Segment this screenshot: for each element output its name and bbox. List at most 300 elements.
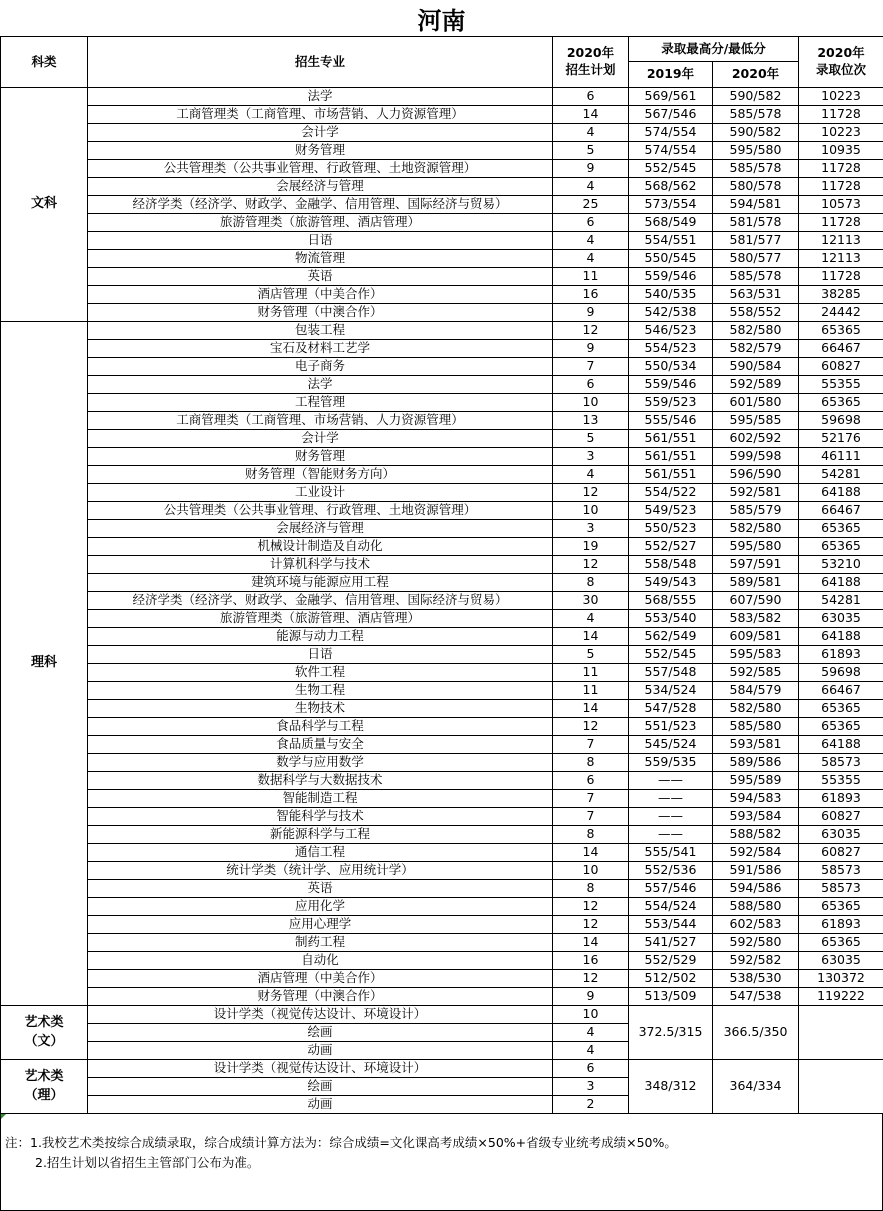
science-row xyxy=(1,826,883,844)
score-2020-cell: 580/577 xyxy=(713,250,799,268)
rank-cell: 61893 xyxy=(799,916,883,934)
major-cell: 酒店管理（中美合作） xyxy=(88,286,553,304)
major-cell: 生物工程 xyxy=(88,682,553,700)
score-2019-cell: 546/523 xyxy=(629,322,713,340)
major-cell: 宝石及材料工艺学 xyxy=(88,340,553,358)
science-row xyxy=(1,394,883,412)
rank-cell: 59698 xyxy=(799,412,883,430)
score-2020-cell: 582/579 xyxy=(713,340,799,358)
header-category: 科类 xyxy=(1,37,88,88)
rank-cell: 24442 xyxy=(799,304,883,322)
major-cell: 建筑环境与能源应用工程 xyxy=(88,574,553,592)
score-2020-cell: 601/580 xyxy=(713,394,799,412)
score-2019-cell: 550/545 xyxy=(629,250,713,268)
score-2019-cell: 562/549 xyxy=(629,628,713,646)
science-row xyxy=(1,952,883,970)
admission-table xyxy=(0,36,883,1114)
science-row xyxy=(1,898,883,916)
plan-cell: 14 xyxy=(553,844,629,862)
score-2019-cell: 555/546 xyxy=(629,412,713,430)
score-2019-cell: 554/551 xyxy=(629,232,713,250)
score-2020-cell: 585/578 xyxy=(713,106,799,124)
science-row xyxy=(1,988,883,1006)
science-row xyxy=(1,538,883,556)
art-liberal-rank-empty xyxy=(799,1006,883,1060)
plan-cell: 10 xyxy=(553,862,629,880)
art-science-score-2020: 364/334 xyxy=(713,1060,799,1114)
score-2019-cell: —— xyxy=(629,826,713,844)
score-2020-cell: 592/584 xyxy=(713,844,799,862)
science-row xyxy=(1,556,883,574)
score-2020-cell: 594/583 xyxy=(713,790,799,808)
science-row xyxy=(1,754,883,772)
score-2019-cell: 552/545 xyxy=(629,646,713,664)
score-2019-cell: 541/527 xyxy=(629,934,713,952)
liberal-row xyxy=(1,286,883,304)
major-cell: 酒店管理（中美合作） xyxy=(88,970,553,988)
header-2020: 2020年 xyxy=(713,62,799,88)
rank-cell: 65365 xyxy=(799,700,883,718)
score-2020-cell: 599/598 xyxy=(713,448,799,466)
score-2020-cell: 590/584 xyxy=(713,358,799,376)
science-row xyxy=(1,628,883,646)
rank-cell: 64188 xyxy=(799,574,883,592)
plan-cell: 12 xyxy=(553,484,629,502)
rank-cell: 119222 xyxy=(799,988,883,1006)
plan-cell: 7 xyxy=(553,358,629,376)
plan-cell: 11 xyxy=(553,682,629,700)
rank-cell: 58573 xyxy=(799,862,883,880)
art-science-score-2019: 348/312 xyxy=(629,1060,713,1114)
plan-cell: 19 xyxy=(553,538,629,556)
header-plan xyxy=(553,37,629,88)
science-row xyxy=(1,772,883,790)
rank-cell: 66467 xyxy=(799,340,883,358)
art-liberal-score-2019: 372.5/315 xyxy=(629,1006,713,1060)
science-row xyxy=(1,916,883,934)
science-row xyxy=(1,700,883,718)
score-2020-cell: 594/586 xyxy=(713,880,799,898)
rank-cell: 65365 xyxy=(799,538,883,556)
plan-cell: 7 xyxy=(553,790,629,808)
header-row-1 xyxy=(1,37,883,62)
science-row xyxy=(1,610,883,628)
liberal-row xyxy=(1,196,883,214)
rank-cell: 65365 xyxy=(799,898,883,916)
score-2020-cell: 580/578 xyxy=(713,178,799,196)
score-2020-cell: 581/578 xyxy=(713,214,799,232)
plan-cell: 10 xyxy=(553,394,629,412)
plan-cell: 10 xyxy=(553,502,629,520)
plan-cell: 4 xyxy=(553,178,629,196)
score-2020-cell: 585/580 xyxy=(713,718,799,736)
rank-cell: 65365 xyxy=(799,322,883,340)
major-cell: 通信工程 xyxy=(88,844,553,862)
major-cell: 绘画 xyxy=(88,1078,553,1096)
plan-cell: 14 xyxy=(553,934,629,952)
plan-cell: 12 xyxy=(553,970,629,988)
score-2020-cell: 584/579 xyxy=(713,682,799,700)
score-2020-cell: 590/582 xyxy=(713,124,799,142)
major-cell: 日语 xyxy=(88,646,553,664)
art-science-label-line2: （理） xyxy=(24,1087,64,1103)
plan-cell: 3 xyxy=(553,1078,629,1096)
score-2020-cell: 581/577 xyxy=(713,232,799,250)
score-2019-cell: 554/522 xyxy=(629,484,713,502)
score-2019-cell: 512/502 xyxy=(629,970,713,988)
score-2019-cell: 513/509 xyxy=(629,988,713,1006)
science-row xyxy=(1,592,883,610)
major-cell: 应用心理学 xyxy=(88,916,553,934)
liberal-row xyxy=(1,268,883,286)
score-2019-cell: 569/561 xyxy=(629,88,713,106)
score-2020-cell: 585/579 xyxy=(713,502,799,520)
liberal-row xyxy=(1,214,883,232)
rank-cell: 38285 xyxy=(799,286,883,304)
science-row xyxy=(1,718,883,736)
major-cell: 会计学 xyxy=(88,124,553,142)
score-2019-cell: 552/545 xyxy=(629,160,713,178)
score-2020-cell: 592/582 xyxy=(713,952,799,970)
score-2019-cell: 550/523 xyxy=(629,520,713,538)
plan-cell: 11 xyxy=(553,664,629,682)
major-cell: 工商管理类（工商管理、市场营销、人力资源管理） xyxy=(88,412,553,430)
score-2019-cell: 557/548 xyxy=(629,664,713,682)
rank-cell: 46111 xyxy=(799,448,883,466)
score-2019-cell: 561/551 xyxy=(629,466,713,484)
score-2019-cell: 553/544 xyxy=(629,916,713,934)
plan-cell: 4 xyxy=(553,610,629,628)
art-liberal-score-2020: 366.5/350 xyxy=(713,1006,799,1060)
science-row xyxy=(1,682,883,700)
science-row xyxy=(1,502,883,520)
plan-cell: 6 xyxy=(553,88,629,106)
rank-cell: 58573 xyxy=(799,880,883,898)
major-cell: 动画 xyxy=(88,1042,553,1060)
plan-cell: 16 xyxy=(553,952,629,970)
major-cell: 旅游管理类（旅游管理、酒店管理） xyxy=(88,610,553,628)
score-2019-cell: —— xyxy=(629,772,713,790)
score-2019-cell: 534/524 xyxy=(629,682,713,700)
rank-cell: 64188 xyxy=(799,628,883,646)
rank-cell: 65365 xyxy=(799,394,883,412)
rank-cell: 59698 xyxy=(799,664,883,682)
major-cell: 自动化 xyxy=(88,952,553,970)
plan-cell: 8 xyxy=(553,826,629,844)
art-science-label-line1: 艺术类 xyxy=(24,1069,64,1085)
science-row xyxy=(1,520,883,538)
score-2020-cell: 609/581 xyxy=(713,628,799,646)
header-plan-line2: 招生计划 xyxy=(565,62,616,77)
plan-cell: 7 xyxy=(553,736,629,754)
major-cell: 经济学类（经济学、财政学、金融学、信用管理、国际经济与贸易） xyxy=(88,592,553,610)
major-cell: 英语 xyxy=(88,268,553,286)
score-2019-cell: 559/535 xyxy=(629,754,713,772)
science-row xyxy=(1,808,883,826)
major-cell: 财务管理（中澳合作） xyxy=(88,988,553,1006)
rank-cell: 60827 xyxy=(799,358,883,376)
note-line-1: 注：1.我校艺术类按综合成绩录取，综合成绩计算方法为：综合成绩=文化课高考成绩×50%+省级专业统考成绩×50%。 xyxy=(5,1135,677,1150)
plan-cell: 4 xyxy=(553,1042,629,1060)
plan-cell: 14 xyxy=(553,700,629,718)
score-2019-cell: 554/524 xyxy=(629,898,713,916)
rank-cell: 61893 xyxy=(799,646,883,664)
major-cell: 法学 xyxy=(88,376,553,394)
major-cell: 软件工程 xyxy=(88,664,553,682)
art-science-category-label xyxy=(1,1060,88,1114)
science-row xyxy=(1,358,883,376)
header-2019: 2019年 xyxy=(629,62,713,88)
science-category-label: 理科 xyxy=(1,322,88,1006)
score-2020-cell: 558/552 xyxy=(713,304,799,322)
plan-cell: 9 xyxy=(553,304,629,322)
science-row xyxy=(1,736,883,754)
header-major: 招生专业 xyxy=(88,37,553,88)
art-liberal-label-line2: （文） xyxy=(24,1033,64,1049)
score-2019-cell: 568/555 xyxy=(629,592,713,610)
rank-cell: 64188 xyxy=(799,484,883,502)
rank-cell: 130372 xyxy=(799,970,883,988)
liberal-row xyxy=(1,160,883,178)
art-liberal-row xyxy=(1,1006,883,1024)
rank-cell: 12113 xyxy=(799,232,883,250)
score-2019-cell: 550/534 xyxy=(629,358,713,376)
major-cell: 数据科学与大数据技术 xyxy=(88,772,553,790)
rank-cell: 54281 xyxy=(799,592,883,610)
score-2019-cell: 574/554 xyxy=(629,124,713,142)
major-cell: 能源与动力工程 xyxy=(88,628,553,646)
science-row xyxy=(1,430,883,448)
rank-cell: 11728 xyxy=(799,106,883,124)
score-2019-cell: 549/543 xyxy=(629,574,713,592)
plan-cell: 9 xyxy=(553,160,629,178)
score-2020-cell: 538/530 xyxy=(713,970,799,988)
header-rank-line1: 2020年 xyxy=(817,45,865,61)
plan-cell: 10 xyxy=(553,1006,629,1024)
rank-cell: 60827 xyxy=(799,844,883,862)
science-row xyxy=(1,340,883,358)
science-row xyxy=(1,484,883,502)
score-2020-cell: 595/589 xyxy=(713,772,799,790)
score-2019-cell: 547/528 xyxy=(629,700,713,718)
score-2019-cell: —— xyxy=(629,808,713,826)
plan-cell: 6 xyxy=(553,376,629,394)
score-2019-cell: 568/562 xyxy=(629,178,713,196)
score-2019-cell: 552/529 xyxy=(629,952,713,970)
plan-cell: 5 xyxy=(553,430,629,448)
score-2020-cell: 591/586 xyxy=(713,862,799,880)
rank-cell: 10573 xyxy=(799,196,883,214)
liberal-row xyxy=(1,124,883,142)
score-2020-cell: 588/582 xyxy=(713,826,799,844)
score-2020-cell: 589/586 xyxy=(713,754,799,772)
score-2019-cell: 542/538 xyxy=(629,304,713,322)
score-2019-cell: 568/549 xyxy=(629,214,713,232)
score-2020-cell: 595/583 xyxy=(713,646,799,664)
rank-cell: 65365 xyxy=(799,718,883,736)
plan-cell: 12 xyxy=(553,322,629,340)
major-cell: 公共管理类（公共事业管理、行政管理、土地资源管理） xyxy=(88,502,553,520)
rank-cell: 53210 xyxy=(799,556,883,574)
rank-cell: 54281 xyxy=(799,466,883,484)
liberal-row xyxy=(1,88,883,106)
major-cell: 包装工程 xyxy=(88,322,553,340)
liberal-row xyxy=(1,304,883,322)
rank-cell: 12113 xyxy=(799,250,883,268)
score-2020-cell: 602/592 xyxy=(713,430,799,448)
plan-cell: 4 xyxy=(553,466,629,484)
rank-cell: 63035 xyxy=(799,610,883,628)
score-2020-cell: 595/580 xyxy=(713,142,799,160)
science-row xyxy=(1,412,883,430)
rank-cell: 64188 xyxy=(799,736,883,754)
score-2020-cell: 583/582 xyxy=(713,610,799,628)
score-2019-cell: 553/540 xyxy=(629,610,713,628)
score-2019-cell: 552/536 xyxy=(629,862,713,880)
plan-cell: 5 xyxy=(553,646,629,664)
science-row xyxy=(1,970,883,988)
score-2019-cell: —— xyxy=(629,790,713,808)
rank-cell: 66467 xyxy=(799,502,883,520)
major-cell: 日语 xyxy=(88,232,553,250)
plan-cell: 8 xyxy=(553,754,629,772)
major-cell: 财务管理（中澳合作） xyxy=(88,304,553,322)
major-cell: 应用化学 xyxy=(88,898,553,916)
score-2019-cell: 567/546 xyxy=(629,106,713,124)
header-rank xyxy=(799,37,883,88)
rank-cell: 66467 xyxy=(799,682,883,700)
score-2020-cell: 593/581 xyxy=(713,736,799,754)
score-2019-cell: 549/523 xyxy=(629,502,713,520)
major-cell: 设计学类（视觉传达设计、环境设计） xyxy=(88,1060,553,1078)
plan-cell: 7 xyxy=(553,808,629,826)
major-cell: 食品科学与工程 xyxy=(88,718,553,736)
liberal-row xyxy=(1,250,883,268)
rank-cell: 11728 xyxy=(799,268,883,286)
plan-cell: 8 xyxy=(553,880,629,898)
science-row xyxy=(1,664,883,682)
plan-cell: 6 xyxy=(553,772,629,790)
notes-box xyxy=(0,1113,883,1211)
major-cell: 新能源科学与工程 xyxy=(88,826,553,844)
major-cell: 设计学类（视觉传达设计、环境设计） xyxy=(88,1006,553,1024)
score-2020-cell: 589/581 xyxy=(713,574,799,592)
score-2020-cell: 588/580 xyxy=(713,898,799,916)
plan-cell: 12 xyxy=(553,898,629,916)
science-row xyxy=(1,934,883,952)
major-cell: 物流管理 xyxy=(88,250,553,268)
major-cell: 电子商务 xyxy=(88,358,553,376)
rank-cell: 65365 xyxy=(799,520,883,538)
major-cell: 旅游管理类（旅游管理、酒店管理） xyxy=(88,214,553,232)
rank-cell: 65365 xyxy=(799,934,883,952)
header-rank-line2: 录取位次 xyxy=(816,62,867,77)
rank-cell: 55355 xyxy=(799,376,883,394)
score-2019-cell: 552/527 xyxy=(629,538,713,556)
rank-cell: 58573 xyxy=(799,754,883,772)
score-2020-cell: 592/589 xyxy=(713,376,799,394)
rank-cell: 63035 xyxy=(799,952,883,970)
major-cell: 法学 xyxy=(88,88,553,106)
score-2019-cell: 540/535 xyxy=(629,286,713,304)
plan-cell: 30 xyxy=(553,592,629,610)
major-cell: 动画 xyxy=(88,1096,553,1114)
science-row xyxy=(1,466,883,484)
header-plan-line1: 2020年 xyxy=(566,45,615,61)
rank-cell: 52176 xyxy=(799,430,883,448)
rank-cell: 61893 xyxy=(799,790,883,808)
score-2019-cell: 551/523 xyxy=(629,718,713,736)
science-row xyxy=(1,574,883,592)
page-title: 河南 xyxy=(417,6,466,35)
plan-cell: 16 xyxy=(553,286,629,304)
liberal-row xyxy=(1,106,883,124)
major-cell: 绘画 xyxy=(88,1024,553,1042)
plan-cell: 5 xyxy=(553,142,629,160)
major-cell: 机械设计制造及自动化 xyxy=(88,538,553,556)
score-2020-cell: 582/580 xyxy=(713,700,799,718)
art-liberal-category-label xyxy=(1,1006,88,1060)
score-2020-cell: 547/538 xyxy=(713,988,799,1006)
major-cell: 生物技术 xyxy=(88,700,553,718)
major-cell: 数学与应用数学 xyxy=(88,754,553,772)
score-2020-cell: 595/580 xyxy=(713,538,799,556)
score-2019-cell: 557/546 xyxy=(629,880,713,898)
score-2020-cell: 582/580 xyxy=(713,520,799,538)
major-cell: 制药工程 xyxy=(88,934,553,952)
score-2020-cell: 590/582 xyxy=(713,88,799,106)
plan-cell: 6 xyxy=(553,1060,629,1078)
major-cell: 财务管理（智能财务方向） xyxy=(88,466,553,484)
score-2019-cell: 573/554 xyxy=(629,196,713,214)
plan-cell: 12 xyxy=(553,556,629,574)
score-2020-cell: 597/591 xyxy=(713,556,799,574)
score-2020-cell: 593/584 xyxy=(713,808,799,826)
major-cell: 英语 xyxy=(88,880,553,898)
plan-cell: 12 xyxy=(553,718,629,736)
rank-cell: 63035 xyxy=(799,826,883,844)
science-row xyxy=(1,862,883,880)
plan-cell: 13 xyxy=(553,412,629,430)
plan-cell: 4 xyxy=(553,250,629,268)
score-2020-cell: 596/590 xyxy=(713,466,799,484)
rank-cell: 10935 xyxy=(799,142,883,160)
score-2020-cell: 607/590 xyxy=(713,592,799,610)
score-2020-cell: 594/581 xyxy=(713,196,799,214)
score-2019-cell: 554/523 xyxy=(629,340,713,358)
score-2019-cell: 558/548 xyxy=(629,556,713,574)
science-row xyxy=(1,880,883,898)
score-2019-cell: 559/546 xyxy=(629,268,713,286)
major-cell: 工程管理 xyxy=(88,394,553,412)
major-cell: 会展经济与管理 xyxy=(88,520,553,538)
art-science-row xyxy=(1,1060,883,1078)
major-cell: 智能科学与技术 xyxy=(88,808,553,826)
score-2019-cell: 559/546 xyxy=(629,376,713,394)
major-cell: 统计学类（统计学、应用统计学） xyxy=(88,862,553,880)
score-2019-cell: 561/551 xyxy=(629,430,713,448)
plan-cell: 9 xyxy=(553,340,629,358)
score-2019-cell: 574/554 xyxy=(629,142,713,160)
plan-cell: 14 xyxy=(553,628,629,646)
liberal-category-label: 文科 xyxy=(1,88,88,322)
major-cell: 智能制造工程 xyxy=(88,790,553,808)
score-2020-cell: 592/580 xyxy=(713,934,799,952)
note-line-2: 2.招生计划以省招生主管部门公布为准。 xyxy=(35,1155,260,1170)
liberal-row xyxy=(1,178,883,196)
science-row xyxy=(1,646,883,664)
score-2020-cell: 592/585 xyxy=(713,664,799,682)
